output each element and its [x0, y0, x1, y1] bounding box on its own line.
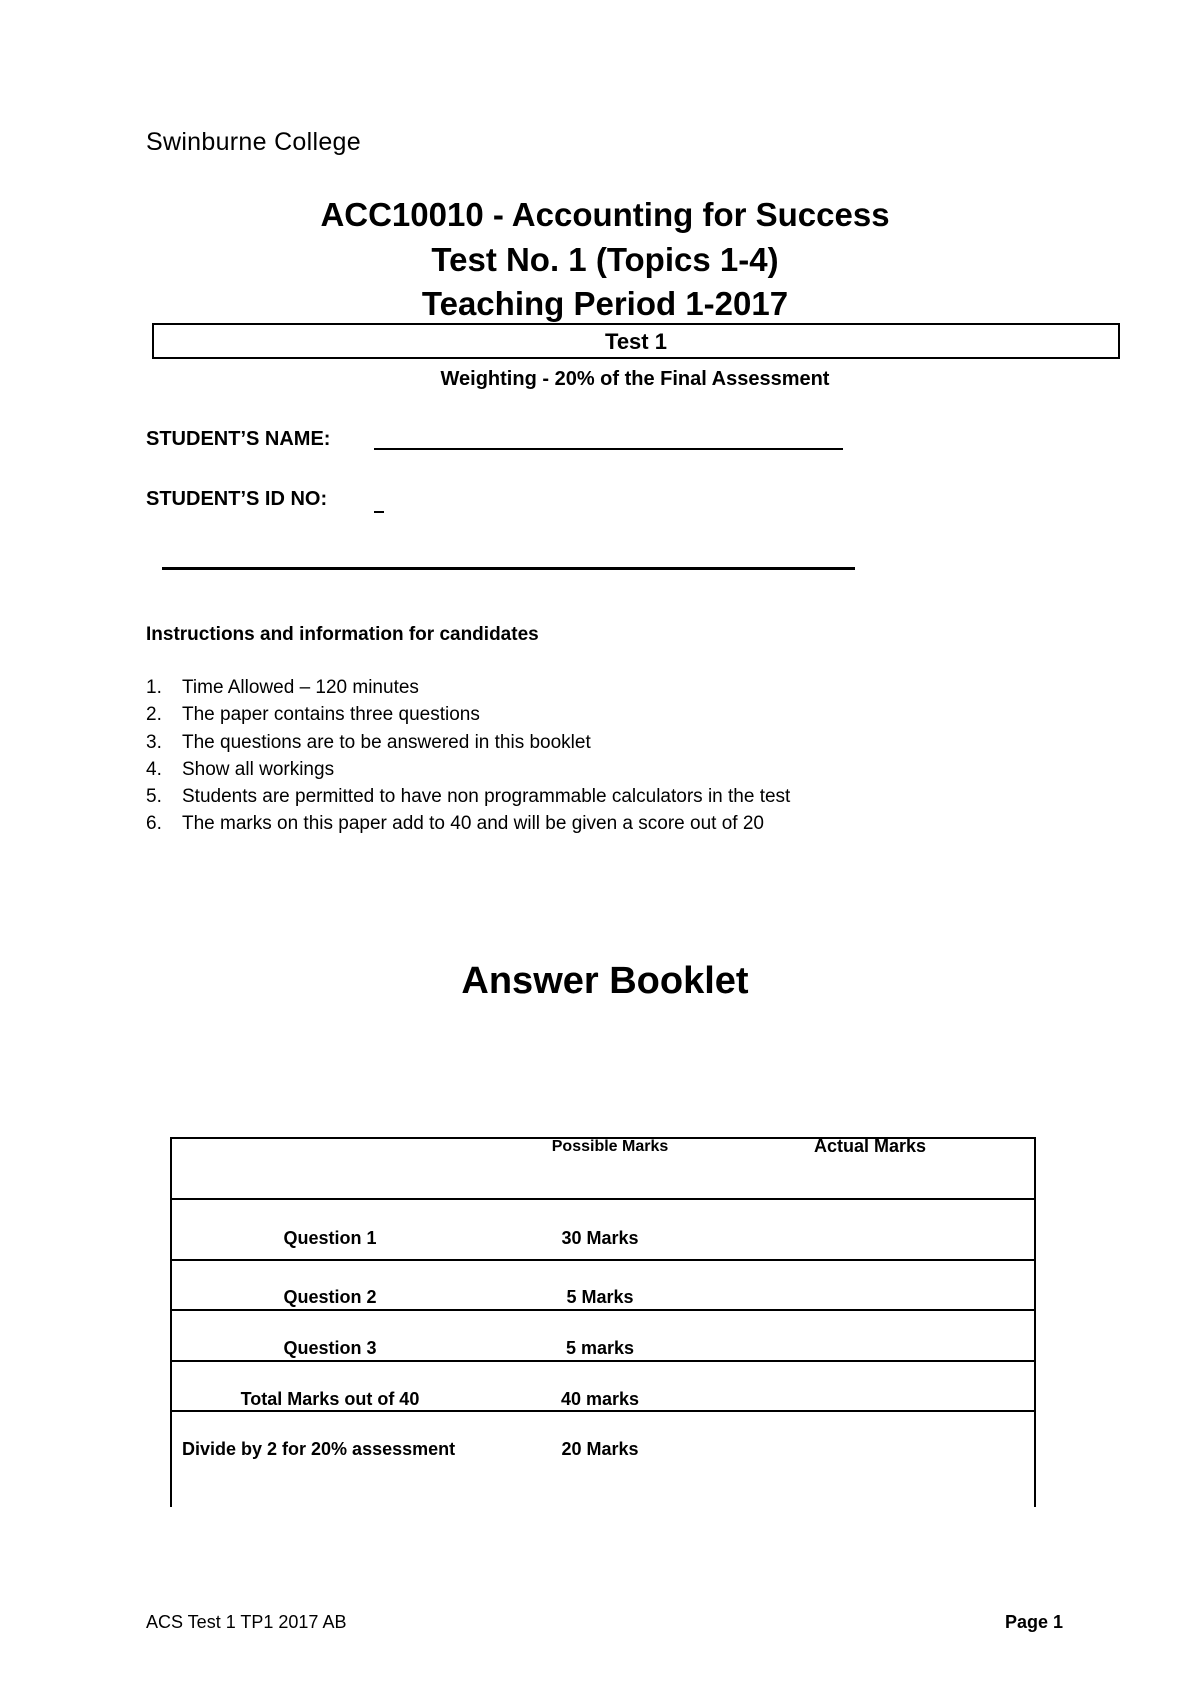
row-label-total: Total Marks out of 40 — [240, 1389, 420, 1409]
instruction-number: 3. — [146, 731, 162, 753]
row-possible-question-3: 5 marks — [565, 1338, 635, 1358]
row-label-question-1: Question 1 — [283, 1228, 377, 1248]
instruction-item — [146, 756, 790, 783]
instruction-number: 5. — [146, 786, 162, 808]
header-actual-marks: Actual Marks — [813, 1136, 927, 1156]
row-label-divide: Divide by 2 for 20% assessment — [182, 1439, 456, 1459]
instruction-text: Show all workings — [182, 758, 335, 780]
row-possible-question-2: 5 Marks — [566, 1287, 634, 1307]
instruction-number: 6. — [146, 813, 162, 835]
footer-document-code: ACS Test 1 TP1 2017 AB — [146, 1612, 347, 1632]
student-name-field-line[interactable] — [374, 448, 843, 450]
footer-page-number: Page 1 — [1005, 1612, 1064, 1632]
row-divider — [170, 1309, 1036, 1311]
instruction-text: Time Allowed – 120 minutes — [182, 677, 419, 698]
instruction-item — [146, 783, 790, 810]
answer-booklet-title: Answer Booklet — [461, 960, 749, 1002]
row-divider — [170, 1410, 1036, 1412]
row-divider — [170, 1198, 1036, 1200]
instruction-text: The marks on this paper add to 40 and will be given a score out of 20 — [182, 813, 764, 835]
student-id-field-mark[interactable] — [374, 511, 384, 513]
instruction-item — [146, 674, 790, 701]
instruction-item — [146, 810, 790, 837]
instruction-text: The paper contains three questions — [182, 704, 480, 726]
student-name-label: STUDENT’S NAME: — [146, 428, 331, 450]
test-title: Test No. 1 (Topics 1-4) — [431, 241, 779, 278]
instruction-number: 1. — [146, 677, 162, 698]
instructions-heading: Instructions and information for candidates — [146, 624, 539, 645]
instructions-list — [146, 674, 790, 838]
test-label-box: Test 1 — [152, 323, 1120, 359]
row-divider — [170, 1360, 1036, 1362]
student-id-label: STUDENT’S ID NO: — [146, 488, 328, 510]
instruction-number: 2. — [146, 704, 162, 726]
row-possible-divide: 20 Marks — [561, 1439, 639, 1459]
instruction-text: The questions are to be answered in this booklet — [182, 731, 591, 753]
marks-table — [170, 1137, 1036, 1507]
row-label-question-3: Question 3 — [283, 1338, 377, 1358]
college-name: Swinburne College — [146, 128, 361, 156]
row-possible-question-1: 30 Marks — [561, 1228, 639, 1248]
course-title: ACC10010 - Accounting for Success — [320, 196, 890, 233]
instruction-item — [146, 701, 790, 728]
weighting-text: Weighting - 20% of the Final Assessment — [440, 368, 830, 390]
instruction-item — [146, 729, 790, 756]
row-possible-total: 40 marks — [560, 1389, 640, 1409]
row-label-question-2: Question 2 — [283, 1287, 377, 1307]
divider-line — [162, 567, 855, 570]
header-possible-marks: Possible Marks — [551, 1138, 669, 1155]
teaching-period: Teaching Period 1-2017 — [421, 285, 789, 322]
row-divider — [170, 1259, 1036, 1261]
instruction-number: 4. — [146, 758, 162, 780]
instruction-text: Students are permitted to have non programmable calculators in the test — [182, 786, 791, 808]
